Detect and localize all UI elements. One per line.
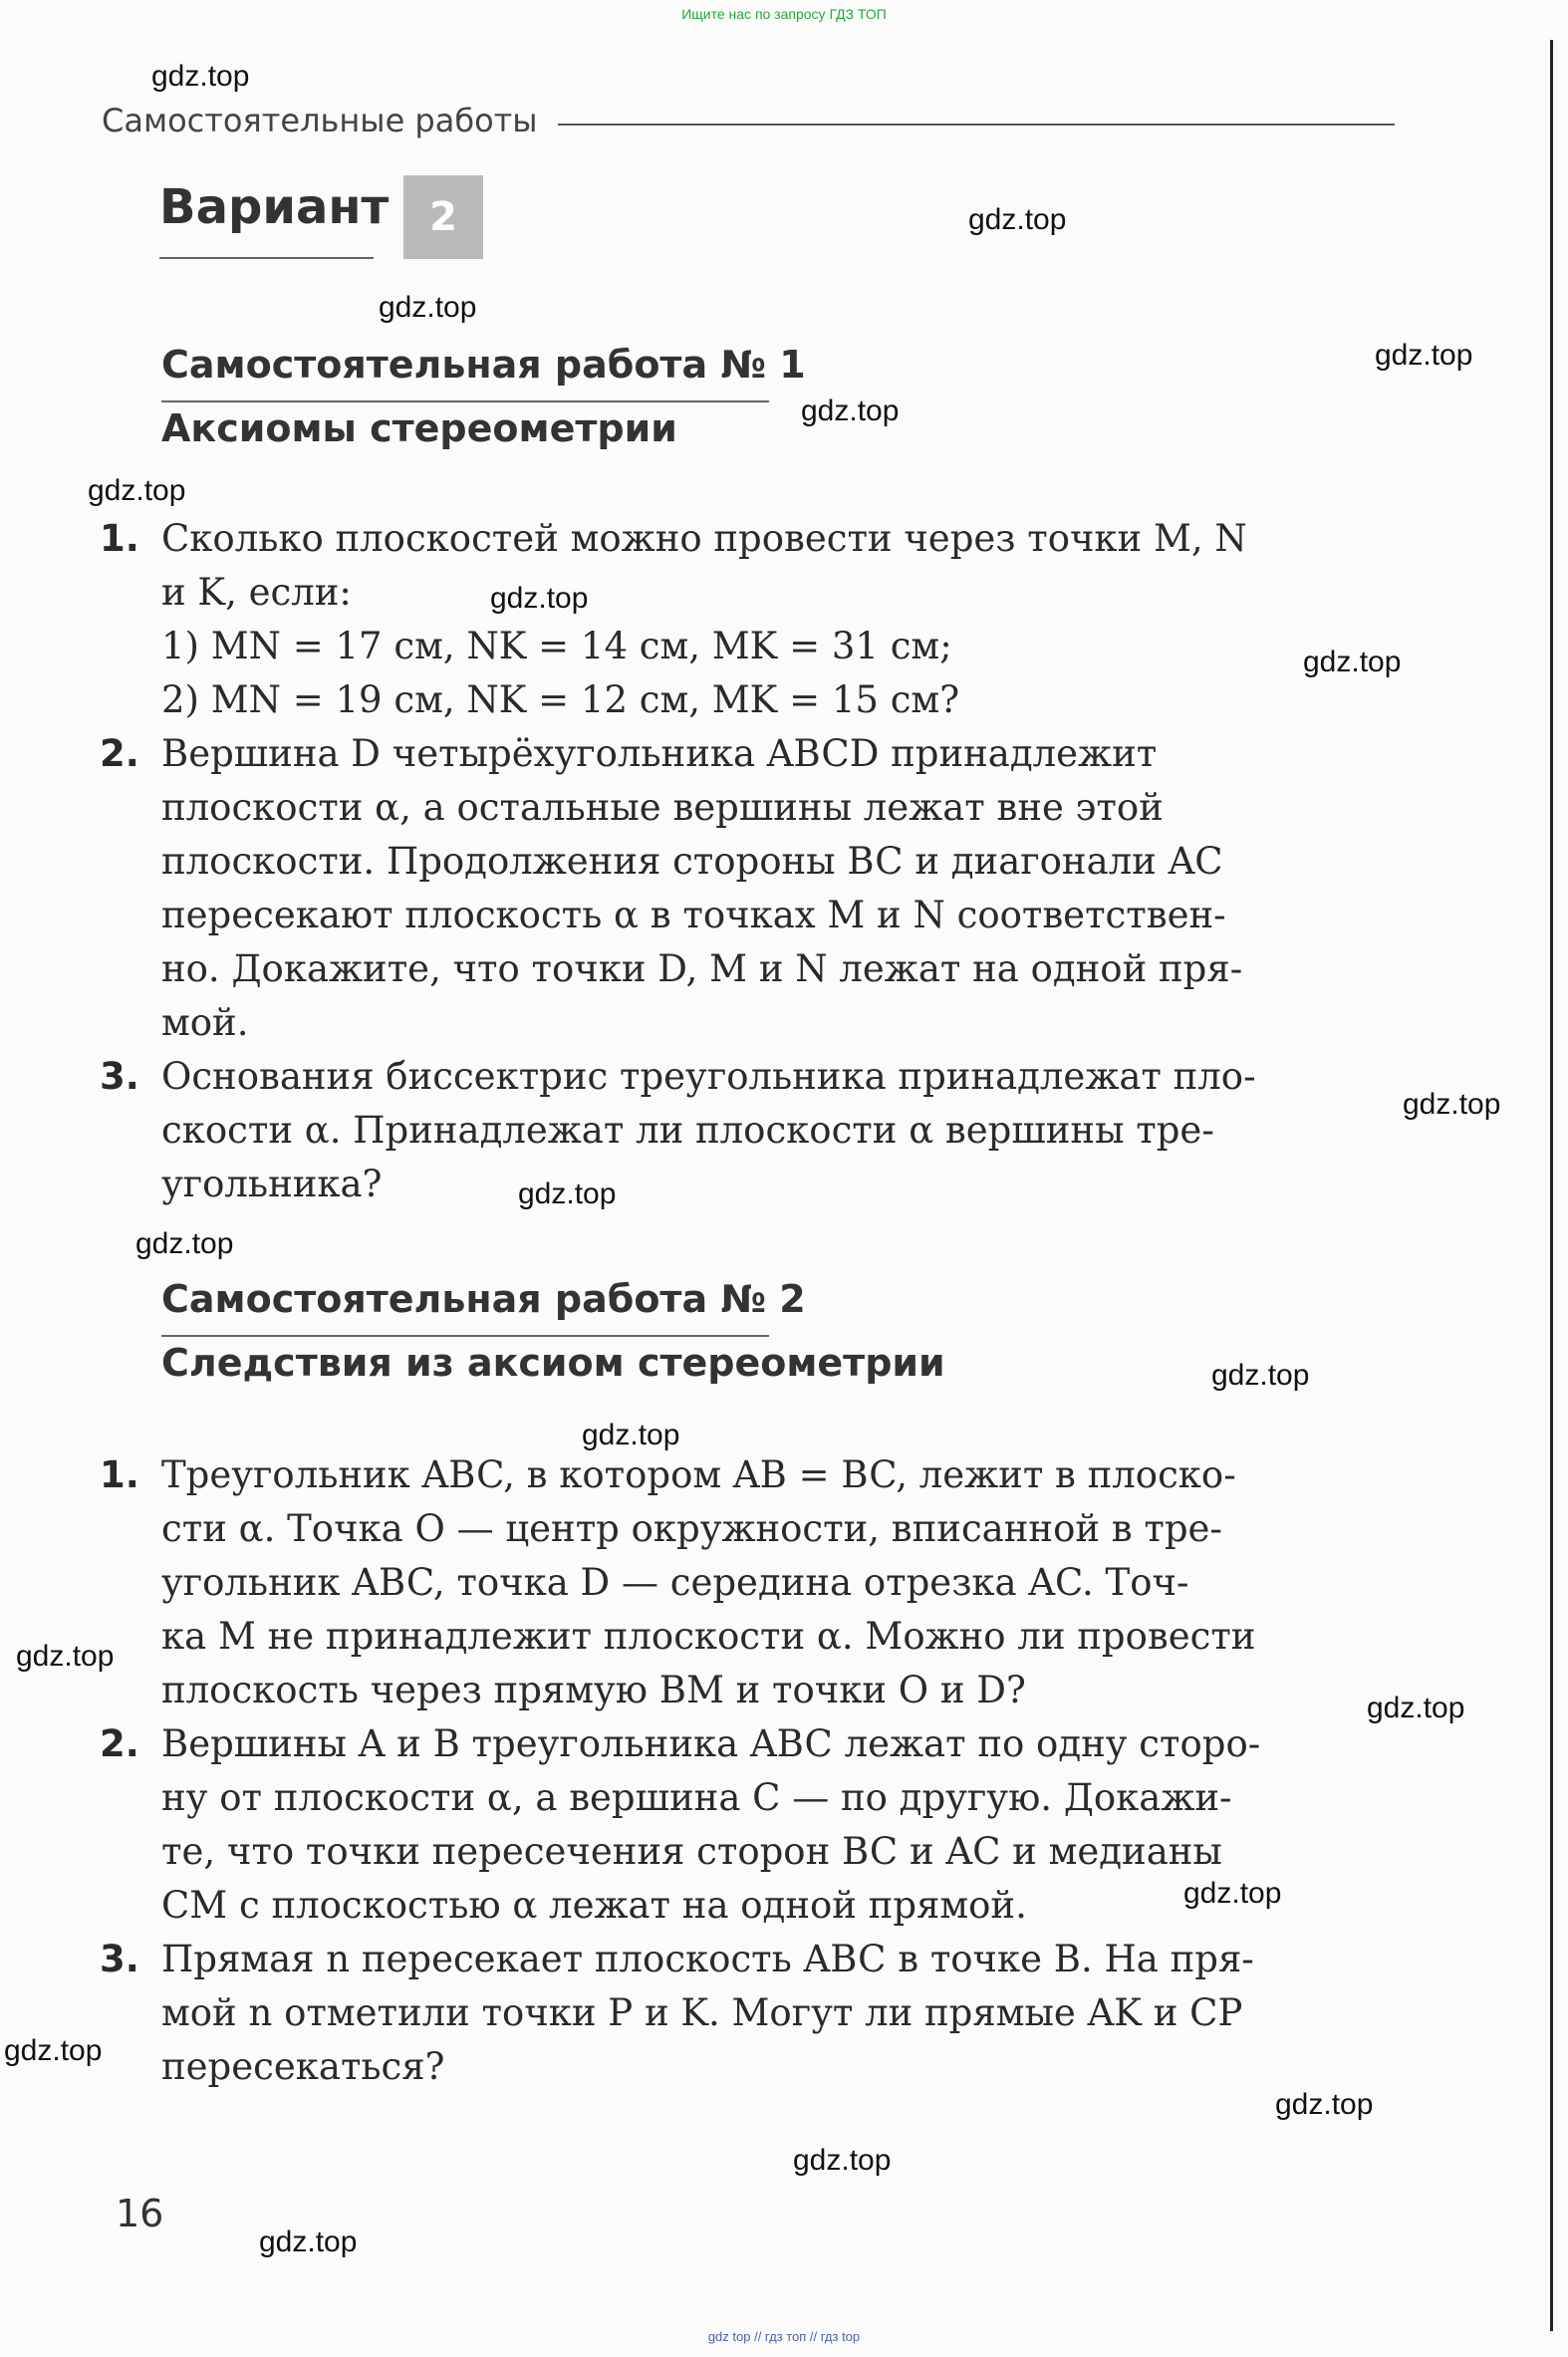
watermark: gdz.top [490, 582, 589, 615]
problem-number: 3. [100, 1055, 139, 1098]
variant-underline [159, 257, 374, 259]
watermark: gdz.top [16, 1640, 115, 1673]
work2-problems [100, 1448, 1395, 2094]
problem-line: Сколько плоскостей можно провести через точки M, N [161, 517, 1247, 560]
problem-line: плоскость через прямую BM и точки O и D? [161, 1669, 1026, 1711]
problem-number: 1. [100, 517, 139, 560]
problem-line: Вершина D четырёхугольника ABCD принадлежит [161, 732, 1158, 775]
watermark: gdz.top [793, 2144, 892, 2177]
problem-line: Треугольник ABC, в котором AB = BC, лежит в плоско- [161, 1453, 1236, 1496]
problem-line: угольника? [161, 1163, 383, 1205]
problem-line: ну от плоскости α, а вершина C — по другую. Докажи- [161, 1776, 1232, 1819]
problem-number: 2. [100, 732, 139, 775]
watermark: gdz.top [968, 203, 1067, 236]
problem-1-2 [100, 727, 1395, 1050]
problem-1-3 [100, 1050, 1395, 1211]
problem-line: плоскости. Продолжения стороны BC и диагонали AC [161, 840, 1223, 883]
problem-line: и K, если: [161, 571, 352, 614]
problem-line: мой. [161, 1001, 249, 1044]
watermark: gdz.top [4, 2034, 103, 2067]
work1-subtitle: Аксиомы стереометрии [161, 406, 677, 450]
problem-line: скости α. Принадлежат ли плоскости α вершины тре- [161, 1109, 1214, 1152]
work1-title-rule [161, 400, 769, 402]
watermark: gdz.top [801, 394, 900, 427]
watermark: gdz.top [518, 1178, 617, 1210]
variant-number-badge: 2 [403, 175, 483, 259]
problem-line: Прямая n пересекает плоскость ABC в точке B. На пря- [161, 1938, 1254, 1980]
page-edge [1550, 40, 1553, 2331]
problem-number: 3. [100, 1938, 139, 1980]
problem-number: 2. [100, 1722, 139, 1765]
watermark: gdz.top [259, 2226, 358, 2258]
problem-line: угольник ABC, точка D — середина отрезка AC. Точ- [161, 1561, 1189, 1604]
watermark: gdz.top [88, 474, 186, 507]
running-head-rule [558, 124, 1395, 126]
watermark: gdz.top [151, 60, 250, 93]
watermark: gdz.top [379, 291, 477, 324]
top-banner: Ищите нас по запросу ГДЗ ТОП [681, 6, 887, 22]
watermark: gdz.top [1367, 1692, 1465, 1724]
problem-1-1 [100, 512, 1395, 727]
watermark: gdz.top [1211, 1359, 1310, 1392]
problem-line: сти α. Точка O — центр окружности, вписанной в тре- [161, 1507, 1222, 1550]
running-head: Самостоятельные работы [102, 102, 538, 139]
page-number: 16 [116, 2192, 164, 2235]
problem-line: Вершины A и B треугольника ABC лежат по одну сторо- [161, 1722, 1261, 1765]
bottom-banner: gdz top // гдз топ // гдз top [707, 2329, 861, 2344]
problem-2-1 [100, 1448, 1395, 1717]
problem-number: 1. [100, 1453, 139, 1496]
watermark: gdz.top [1275, 2088, 1374, 2121]
watermark: gdz.top [135, 1227, 234, 1260]
problem-line: плоскости α, а остальные вершины лежат вне этой [161, 786, 1164, 829]
problem-line: те, что точки пересечения сторон BC и AC и медианы [161, 1830, 1222, 1873]
problem-line: 2) MN = 19 см, NK = 12 см, MK = 15 см? [161, 678, 960, 721]
problem-line: CM с плоскостью α лежат на одной прямой. [161, 1884, 1027, 1927]
problem-line: мой n отметили точки P и K. Могут ли прямые AK и CP [161, 1991, 1243, 2034]
problem-line: пересекают плоскость α в точках M и N соответствен- [161, 894, 1226, 936]
work2-subtitle: Следствия из аксиом стереометрии [161, 1341, 945, 1385]
problem-line: 1) MN = 17 см, NK = 14 см, MK = 31 см; [161, 625, 952, 667]
problem-line: но. Докажите, что точки D, M и N лежат на одной пря- [161, 947, 1243, 990]
problem-2-3 [100, 1933, 1395, 2094]
watermark: gdz.top [582, 1419, 680, 1451]
watermark: gdz.top [1375, 339, 1473, 372]
work2-title: Самостоятельная работа № 2 [161, 1277, 806, 1321]
watermark: gdz.top [1403, 1088, 1501, 1121]
work2-title-rule [161, 1335, 769, 1337]
problem-line: Основания биссектрис треугольника принадлежат пло- [161, 1055, 1256, 1098]
watermark: gdz.top [1183, 1877, 1282, 1910]
problem-line: пересекаться? [161, 2045, 445, 2088]
work1-problems [100, 512, 1395, 1211]
variant-title: Вариант [159, 179, 390, 235]
problem-line: ка M не принадлежит плоскости α. Можно ли провести [161, 1615, 1256, 1658]
watermark: gdz.top [1303, 646, 1402, 678]
work1-title: Самостоятельная работа № 1 [161, 343, 806, 387]
